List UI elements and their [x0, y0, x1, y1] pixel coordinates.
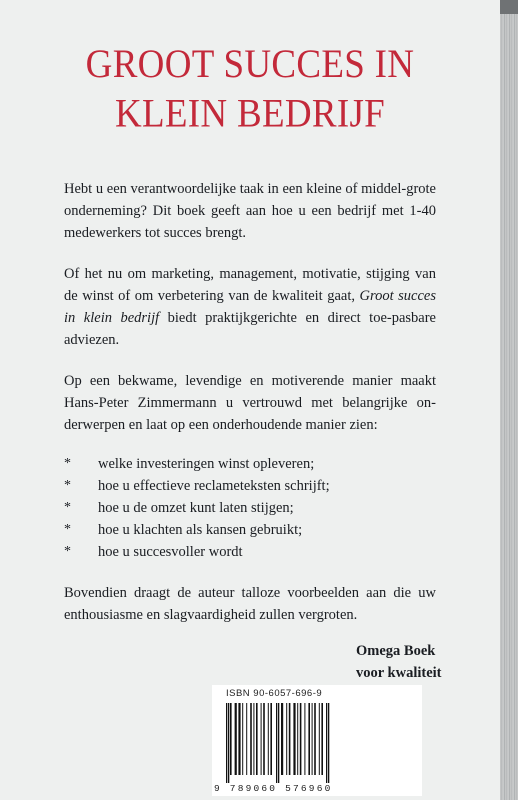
book-page-edges: [500, 0, 518, 800]
title-line-1: GROOT SUCCES IN: [85, 42, 415, 87]
book-title-italic: Groot succes in klein bedrijf: [64, 288, 436, 326]
bullet-star-icon: *: [64, 500, 71, 515]
list-item: [64, 475, 436, 497]
paragraph-2-text-a: Of het nu om marketing, management, motivatie, stijging van de winst of om verbetering van de kwaliteit gaat,: [64, 266, 436, 304]
blurb-paragraph-1: Hebt u een verantwoordelijke taak in een kleine of middel-grote onderneming? Dit boek geeft aan hoe u een bedrijf met 1-40 medewerkers tot succes brengt.: [64, 181, 436, 241]
list-item: [64, 453, 436, 475]
blurb-paragraph-3: Op een bekwame, levendige en motiverende manier maakt Hans-Peter Zimmermann u vertrouwd met belangrijke on-derwerpen en laat op een onderhoudende manier zien:: [64, 373, 436, 433]
blurb: [64, 178, 436, 626]
isbn-label: ISBN 90-6057-696-9: [226, 688, 323, 699]
book-title: [0, 40, 500, 139]
bullet-star-icon: *: [64, 544, 71, 559]
bullet-star-icon: *: [64, 522, 71, 537]
barcode-icon: [224, 703, 412, 783]
list-item-text: welke investeringen winst opleveren;: [98, 456, 315, 472]
publisher-line-1: Omega Boek: [356, 643, 436, 659]
list-item: [64, 519, 436, 541]
bullet-star-icon: *: [64, 456, 71, 471]
list-item-text: hoe u effectieve reclameteksten schrijft;: [98, 478, 330, 494]
barcode-number: 9 789060 576960: [214, 783, 333, 794]
spine-shadow: [500, 0, 518, 14]
publisher-imprint: [356, 640, 442, 684]
publisher-line-2: voor kwaliteit: [356, 665, 442, 681]
blurb-paragraph-2: [64, 263, 436, 351]
list-item: [64, 541, 436, 563]
title-line-2: KLEIN BEDRIJF: [114, 92, 386, 137]
bullet-star-icon: *: [64, 478, 71, 493]
blurb-paragraph-4: Bovendien draagt de auteur talloze voorbeelden aan die uw enthousiasme en slagvaardigheid zullen vergroten.: [64, 585, 436, 623]
list-item: [64, 497, 436, 519]
topic-list: [64, 453, 436, 563]
list-item-text: hoe u succesvoller wordt: [98, 544, 243, 560]
list-item-text: hoe u klachten als kansen gebruikt;: [98, 522, 303, 538]
paragraph-2-text-b: biedt praktijkgerichte en direct toe-pasbare adviezen.: [64, 310, 436, 348]
list-item-text: hoe u de omzet kunt laten stijgen;: [98, 500, 294, 516]
